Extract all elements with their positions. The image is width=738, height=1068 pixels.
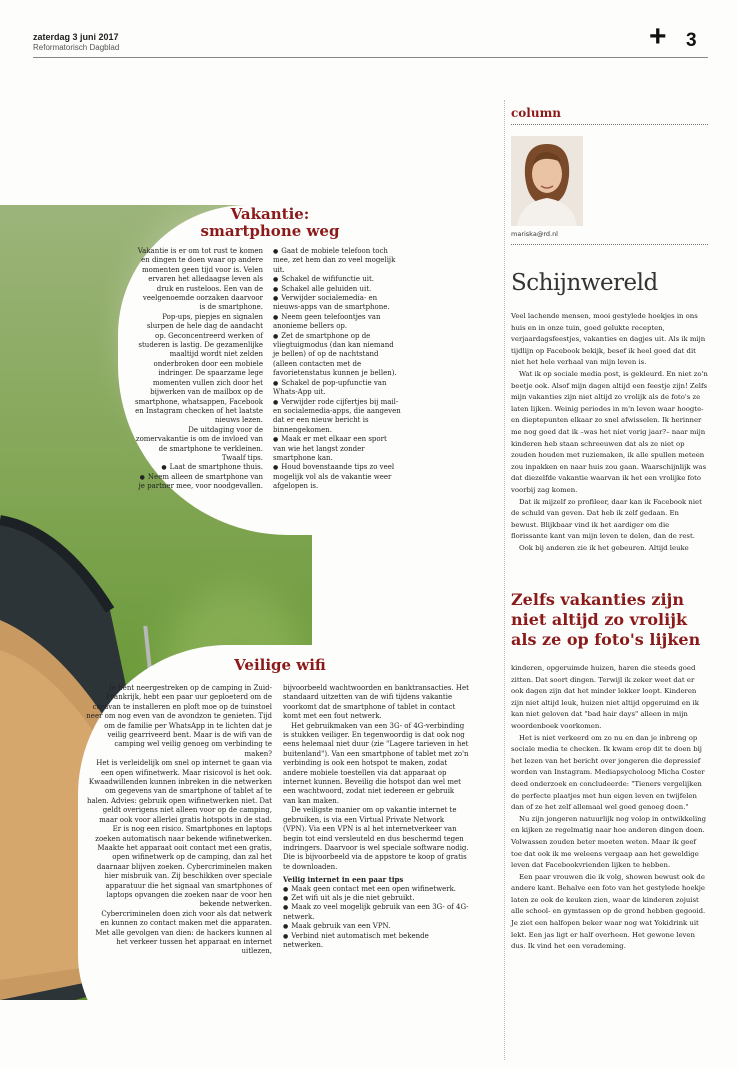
paragraph: Vakantie is er om tot rust te komen en dingen te doen waar op andere momenten geen tijd voor is. Velen ervaren het alledaagse leven als druk en rusteloos. Een van de veelgenoemde oorzaken daarvoor is de smartphone. (137, 247, 263, 312)
paragraph: Het gebruikmaken van een 3G- of 4G-verbinding is stukken veiliger. En tegenwoordig is dat ook nog eens helemaal niet duur (zie "Lagere tarieven in het buitenland"). Van een smartphone of tablet met zo'n verbinding is ook een hotspot te maken, zodat andere mobiele toestellen via dat apparaat op internet kunnen. Beveilig die hotspot dan wel met een wachtwoord, zodat niet iedereen er gebruik van kan maken. (283, 721, 469, 805)
paragraph: De veiligste manier om op vakantie internet te gebruiken, is via een Virtual Private Network (VPN). Via een VPN is al het internetverkeer van begin tot eind versleuteld en dus beschermd tegen indringers. Daarvoor is wel speciale software nodig. Die is bijvoorbeeld via de appstore te koop of gratis te downloaden. (283, 806, 469, 871)
plus-section-logo: + (649, 20, 667, 53)
author-portrait (511, 136, 583, 226)
tip-bullet: ● Houd bovenstaande tips zo veel mogelijk vol als de vakantie weer afgelopen is. (273, 463, 401, 491)
paragraph: Ook bij anderen zie ik het gebeuren. Altijd leuke (519, 543, 689, 552)
wifi-headline: Veilige wifi (234, 656, 326, 674)
paragraph: Nu zijn jongeren natuurlijk nog volop in ontwikkeling en kijken ze regelmatig naar hoe anderen dingen doen. Volwassen zouden beter moeten weten. Maar ik geef toe dat ook ik me weleens vergaap aan het geweldige leven dat Facebookvrienden lijken te hebben. (511, 814, 707, 870)
tip-bullet: ● Laat de smartphone thuis. (135, 463, 263, 472)
tip-bullet: ● Verwijder rode cijfertjes bij mail- en socialemedia-apps, die aangeven dat er een nieuw bericht is binnengekomen. (273, 398, 401, 436)
paragraph: Pop-ups, piepjes en signalen slurpen de hele dag de aandacht op. Geconcentreerd werken of studeren is lastig. De gezamenlijke maaltijd wordt niet zelden onderbroken door een mobiele indringer. De spaarzame lege momenten vullen zich door het bijwerken van de mailbox op de smartphone, whatsappen, Facebook en Instagram checken of het laatste nieuws lezen. (135, 312, 263, 425)
tip-bullet: ● Gaat de mobiele telefoon toch mee, zet hem dan zo veel mogelijk uit. (273, 247, 401, 275)
wifi-tips-subheading: Veilig internet in een paar tips (283, 875, 404, 885)
paragraph: Cybercriminelen doen zich voor als dat netwerk en kunnen zo contact maken met die apparaten. Met alle gevolgen van dien: de hackers kunnen al het verkeer tussen het apparaat en internet uitlezen, (95, 909, 272, 956)
column-label: column (511, 106, 562, 120)
paragraph: Wat ik op sociale media post, is gekleurd. En niet zo'n beetje ook. Alsof mijn dagen altijd een feestje zijn! Zelfs mijn vakanties zijn niet altijd zo vrolijk als de foto's ze laten lijken. Weinig periodes in m'n leven waar hoogte- en dieptepunten elkaar zo snel afwisselen. Ik herinner me nog goed dat ik –was het niet vorig jaar?– naar mijn kinderen heb staan schreeuwen dat als ze niet op zouden houden met ruziemaken, ik alle spullen meteen zou inpakken en naar huis zou gaan. Waarschijnlijk was dat diezelfde vakantie waarvan ik het een vrolijke foto voorbij zag komen. (511, 369, 708, 494)
tip-bullet: ● Schakel de pop-upfunctie van Whats-App uit. (273, 379, 401, 398)
paragraph: Veel lachende mensen, mooi gestylede hoekjes in ons huis en in onze tuin, goed gelukte recepten, verjaardagsfeestjes, vakanties en dagjes uit. Als ik mijn tijdlijn op Facebook bekijk, besef ik heel goed dat dit niet het hele verhaal van mijn leven is. (511, 312, 706, 367)
tip-bullet: ● Zet wifi uit als je die niet gebruikt. (283, 894, 469, 903)
tip-bullet: ● Maak gebruik van een VPN. (283, 922, 469, 931)
tip-bullet: ● Maak zo veel mogelijk gebruik van een 3G- of 4G-netwerk. (283, 903, 469, 922)
tip-bullet: ● Maak geen contact met een open wifinetwerk. (283, 885, 469, 894)
tip-bullet: ● Zet de smartphone op de vliegtuigmodus (dan kan niemand je bellen) of op de nachtstand (alleen contacten met de favorietenstatus kunnen je bellen). (273, 332, 401, 379)
vakantie-column-1 (135, 247, 263, 492)
paragraph: Het is niet verkeerd om zo nu en dan je inbreng op sociale media te checken. Ik kwam erop dit te doen bij het lezen van het bericht over jongeren die depressief worden van Instagram. Mediapsycholoog Micha Coster deed onderzoek en concludeerde: "Tieners vergelijken de perfecte plaatjes met hun eigen leven en twijfelen dan of ze het zelf allemaal wel goed genoeg doen." (511, 733, 705, 812)
paragraph: Dat ik mijzelf zo profileer, daar kan ik Facebook niet de schuld van geven. Dat heb ik zelf gedaan. En bewust. Blijkbaar vind ik het aardiger om die florissante kant van mijn leven te delen, dan de rest. (511, 497, 702, 541)
column-body-part-1 (511, 311, 708, 554)
page-number: 3 (686, 30, 697, 51)
paragraph: Er is nog een risico. Smartphones en laptops zoeken automatisch naar bekende wifinetwerken. Maakte het apparaat ooit contact met een gratis, open wifinetwerk op de camping, dan zal het daarnaar blijven zoeken. Cybercriminelen maken hier misbruik van. Zij beschikken over speciale apparatuur die het signaal van smartphones of laptops opvangen die zoeken naar de voor hen bekende netwerken. (95, 825, 272, 909)
vakantie-headline: Vakantie: smartphone weg (200, 205, 340, 240)
paragraph: Een paar vrouwen die ik volg, showen bewust ook de andere kant. Behalve een foto van het gestylede hoekje laten ze ook de keuken zien, waar de kinderen zojuist alle school- en gymtassen op de grond hebben gegooid. Je ziet een halfopen beker waar nog wat Yokidrink uit lekt. Een jas ligt er half overheen. Het gewone leven dus. Ik vind het een verademing. (511, 872, 706, 951)
tip-bullet: ● Schakel de wififunctie uit. (273, 275, 401, 284)
column-title: Schijnwereld (511, 270, 658, 296)
column-separator (504, 100, 505, 1060)
paragraph: bijvoorbeeld wachtwoorden en banktransacties. Het standaard uitzetten van de wifi tijdens vakantie voorkomt dat de smartphone of tablet in contact komt met een fout netwerk. (283, 684, 469, 721)
tip-bullet: ● Neem geen telefoontjes van anonieme bellers op. (273, 313, 401, 332)
paragraph: Het is verleidelijk om snel op internet te gaan via een open wifinetwerk. Maar risicovol is het ook. Kwaadwillenden kunnen inbreken in die netwerken om gegevens van de smartphone of tablet af te halen. Advies: gebruik open wifinetwerken niet. Dat geldt overigens niet alleen voor op de camping, maar ook voor allerlei gratis hotspots in de stad. (86, 759, 272, 824)
wifi-column-2 (283, 684, 469, 950)
paragraph: Je bent neergestreken op de camping in Zuid-Frankrijk, hebt een paar uur geploeterd om de caravan te installeren en ploft moe op de tuinstoel neer om nog even van de avondzon te genieten. Tijd om de familie per WhatsApp in te lichten dat je veilig gearriveerd bent. Maar is de wifi van de camping wel veilig genoeg om verbinding te maken? (86, 684, 272, 758)
edition-date: zaterdag 3 juni 2017 (33, 32, 119, 42)
paragraph: kinderen, opgeruimde huizen, haren die steeds goed zitten. Dat soort dingen. Terwijl ik zeker weet dat er ook dagen zijn dat het minder lekker loopt. Kinderen zijn niet altijd leuk, huizen niet altijd opgeruimd en ik kan niet geloven dat "bad hair days" alleen in mijn woordenboek voorkomen. (511, 664, 699, 730)
column-body-part-2 (511, 663, 708, 953)
header-divider (33, 57, 708, 58)
email-rule (511, 244, 708, 245)
tip-bullet: ● Maak er met elkaar een sport van wie het langst zonder smartphone kan. (273, 435, 401, 463)
newspaper-name: Reformatorisch Dagblad (33, 43, 120, 52)
author-email: mariska@rd.nl (511, 230, 558, 238)
tip-bullet: ● Verwijder socialemedia- en nieuws-apps van de smartphone. (273, 294, 401, 313)
column-label-rule (511, 124, 708, 125)
vakantie-column-2 (273, 247, 401, 492)
pull-quote: Zelfs vakanties zijn niet altijd zo vrolijk als ze op foto's lijken (511, 590, 701, 649)
tip-bullet: ● Verbind niet automatisch met bekende netwerken. (283, 932, 469, 951)
wifi-column-1 (86, 684, 272, 957)
paragraph: De uitdaging voor de zomervakantie is om de invloed van de smartphone te verkleinen. Twaalf tips. (135, 425, 263, 462)
tip-bullet: ● Neem alleen de smartphone van je partner mee, voor noodgevallen. (135, 473, 263, 492)
tip-bullet: ● Schakel alle geluiden uit. (273, 285, 401, 294)
